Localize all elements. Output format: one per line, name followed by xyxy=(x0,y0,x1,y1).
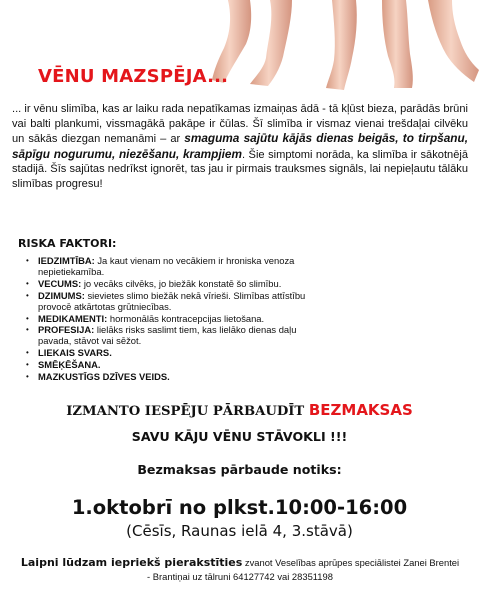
risk-factor-key: DZIMUMS: xyxy=(38,289,85,301)
risk-factors-heading: RISKA FAKTORI: xyxy=(18,237,117,250)
list-item xyxy=(26,359,332,370)
risk-factor-text: jo vecāks cilvēks, jo biežāk konstatē šo slimību. xyxy=(81,277,282,289)
risk-factor-text: lielāks risks saslimt tiem, kas lielāko dienas daļu pavada, stāvot vai sēžot. xyxy=(38,324,297,347)
bullet-icon: • xyxy=(26,256,29,265)
legs-illustration xyxy=(210,0,479,92)
bullet-icon: • xyxy=(26,359,29,369)
risk-factors-list xyxy=(26,255,332,382)
risk-factor-key: LIEKAIS SVARS. xyxy=(38,347,112,359)
list-item xyxy=(26,255,332,277)
event-location: (Cēsīs, Raunas ielā 4, 3.stāvā) xyxy=(126,522,353,540)
list-item xyxy=(26,371,332,382)
risk-factor-key: IEDZIMTĪBA: xyxy=(38,255,95,266)
list-item xyxy=(26,290,332,312)
risk-factor-text: Ja kaut vienam no vecākiem ir hroniska venoza nepietiekamība. xyxy=(38,255,295,278)
risk-factor-key: PROFESIJA: xyxy=(38,324,95,336)
intro-paragraph xyxy=(12,102,468,192)
list-item xyxy=(26,347,332,358)
list-item xyxy=(26,313,332,324)
risk-factor-key: MEDIKAMENTI: xyxy=(38,312,108,324)
risk-factor-key: MAZKUSTĪGS DZĪVES VEIDS. xyxy=(38,370,170,382)
bullet-icon: • xyxy=(26,348,29,358)
registration-details: zvanot Veselības aprūpes speciālistei Zanei Brentei - Brantiņai uz tālruni 64127742 vai 28351198 xyxy=(147,557,460,582)
bullet-icon: • xyxy=(26,313,29,323)
bullet-icon: • xyxy=(26,325,29,335)
cta-prefix: IZMANTO IESPĒJU PĀRBAUDĪT xyxy=(66,404,309,419)
symptoms-emphasis: smaguma sajūtu kājās dienas beigās, to tirpšanu, sāpīgu nogurumu, niezēšanu, krampjiem xyxy=(12,131,468,161)
registration-lead: Laipni lūdzam iepriekš pierakstīties xyxy=(20,556,243,569)
list-item xyxy=(26,278,332,289)
list-item xyxy=(26,324,332,346)
free-highlight: BEZMAKSAS xyxy=(308,401,413,419)
event-date: 1.oktobrī no plkst.10:00-16:00 xyxy=(71,496,408,519)
page-title: VĒNU MAZSPĒJA... xyxy=(38,66,229,87)
intro-text-2: . Šie simptomi norāda, ka slimība ir sākotnējā stadijā. Šīs sajūtas nedrīkst ignorēt, tas jau ir pirmais trauksmes signāls, lai nepieļautu tālāku slimības progresu! xyxy=(12,148,468,190)
call-to-action-line-2: SAVU KĀJU VĒNU STĀVOKLI !!! xyxy=(131,429,348,444)
bullet-icon: • xyxy=(26,290,29,300)
registration-info xyxy=(20,556,460,584)
bullet-icon: • xyxy=(26,278,29,288)
risk-factor-text: hormonālās kontracepcijas lietošana. xyxy=(107,312,265,324)
call-to-action-line-1 xyxy=(0,401,479,419)
check-heading: Bezmaksas pārbaude notiks: xyxy=(137,462,342,477)
risk-factor-key: SMĒĶĒŠANA. xyxy=(38,358,101,370)
bullet-icon: • xyxy=(26,371,29,381)
risk-factor-text: sievietes slimo biežāk nekā vīrieši. Slimības attīstību provocē atkārtotas grūtniecības. xyxy=(38,289,306,312)
intro-text-1: ... ir vēnu slimība, kas ar laiku rada nepatīkamas izmaiņas ādā - tā kļūst bieza, parādās brūni vai balti plankumi, vissmagākā pakāpe ir čūlas. Šī slimība ir vismaz vienai trešdaļai cilvēku un sākās diezgan nemanāmi – ar xyxy=(12,103,468,146)
risk-factor-key: VECUMS: xyxy=(38,277,82,289)
